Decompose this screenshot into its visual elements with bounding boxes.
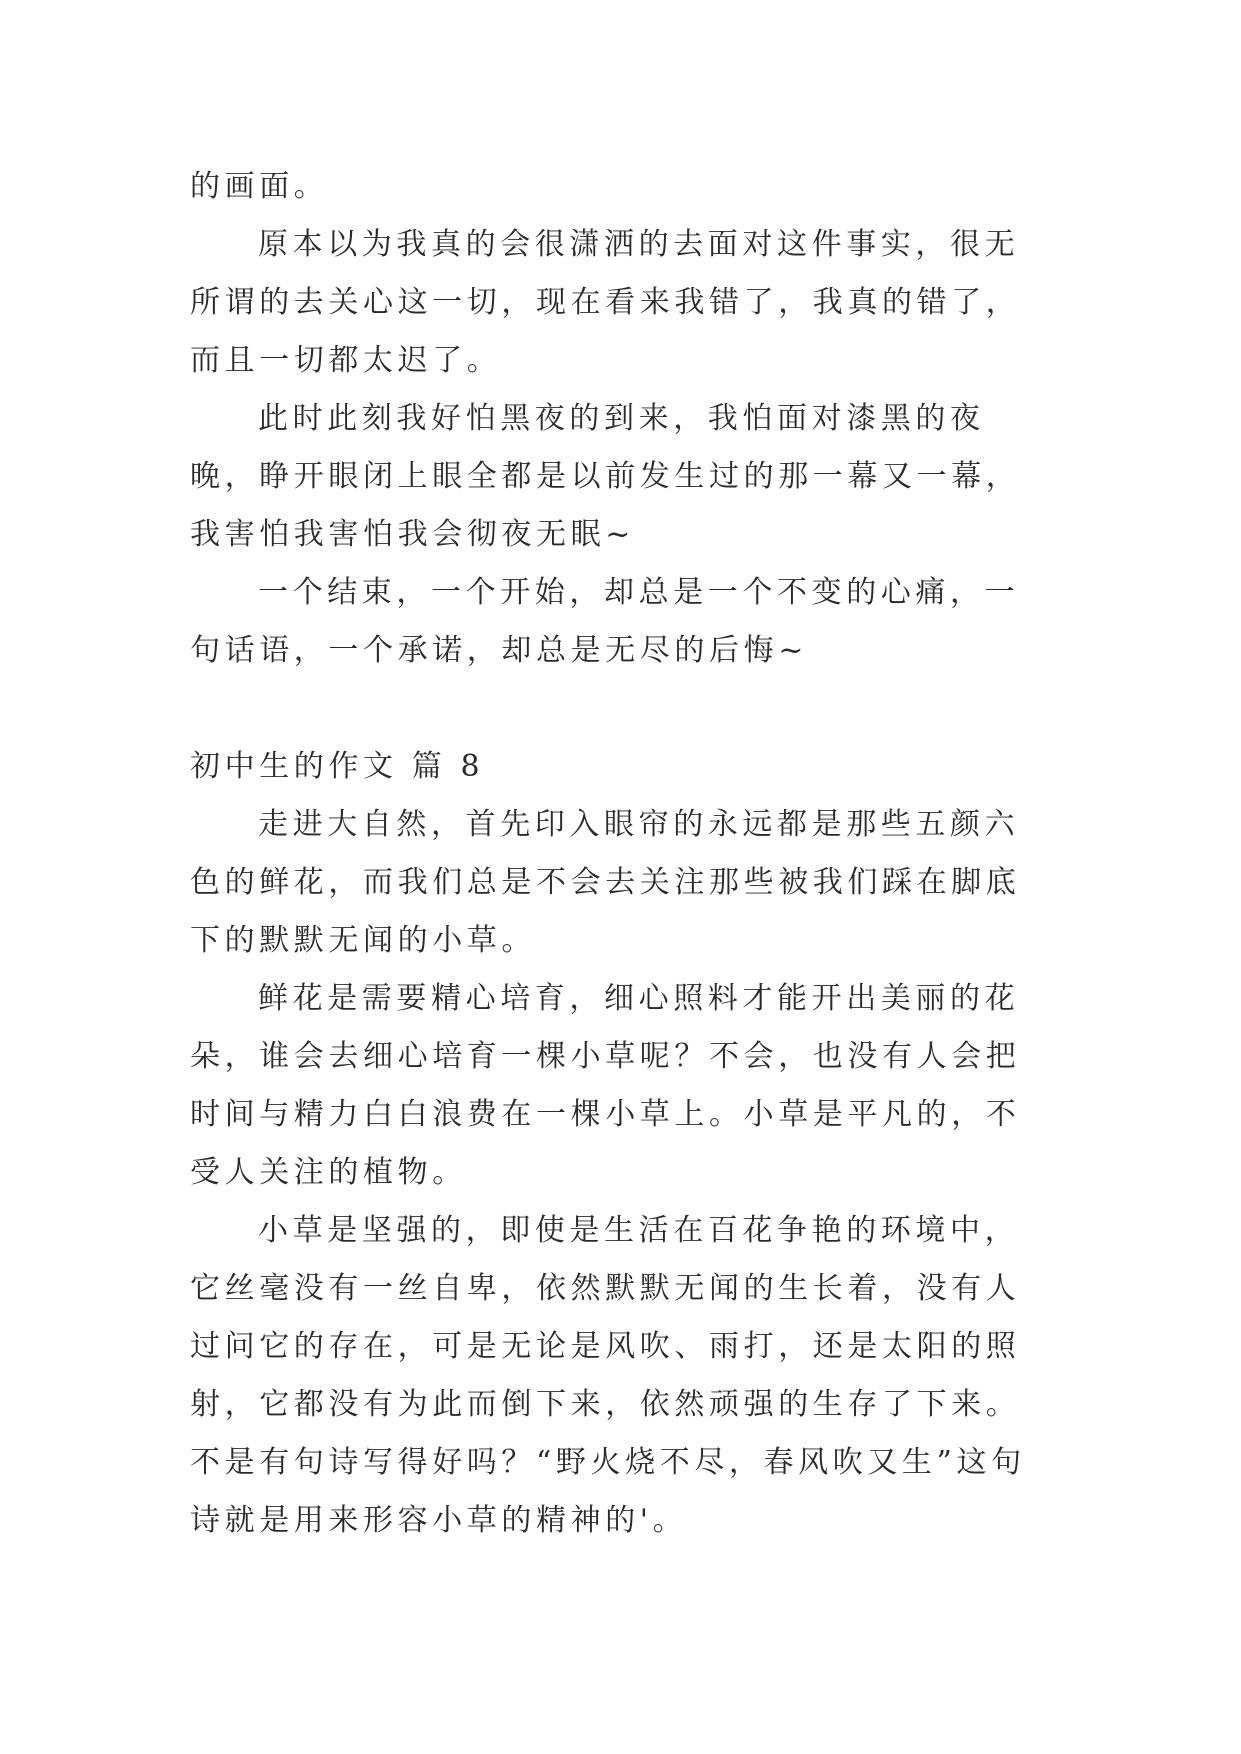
paragraph: 一个结束，一个开始，却总是一个不变的心痛，一句话语，一个承诺，却总是无尽的后悔~ (190, 575, 1020, 668)
paragraph: 原本以为我真的会很潇洒的去面对这件事实，很无所谓的去关心这一切，现在看来我错了，我真的错了，而且一切都太迟了。 (190, 227, 1021, 378)
paragraph-continuation: 的画面。 (190, 169, 329, 204)
section-heading: 初中生的作文 篇 8 (190, 749, 485, 784)
paragraph: 鲜花是需要精心培育，细心照料才能开出美丽的花朵，谁会去细心培育一棵小草呢？不会，也没有人会把时间与精力白白浪费在一棵小草上。小草是平凡的，不受人关注的植物。 (190, 981, 1021, 1190)
document-body (190, 158, 1052, 1550)
paragraph: 小草是坚强的，即使是生活在百花争艳的环境中，它丝毫没有一丝自卑，依然默默无闻的生长着，没有人过问它的存在，可是无论是风吹、雨打，还是太阳的照射，它都没有为此而倒下来，依然顽强的生存了下来。不是有句诗写得好吗？“野火烧不尽，春风吹又生”这句诗就是用来形容小草的精神的'。 (190, 1213, 1026, 1538)
paragraph: 此时此刻我好怕黑夜的到来，我怕面对漆黑的夜晚，睁开眼闭上眼全都是以前发生过的那一幕又一幕，我害怕我害怕我会彻夜无眠~ (190, 401, 1021, 552)
paragraph: 走进大自然，首先印入眼帘的永远都是那些五颜六色的鲜花，而我们总是不会去关注那些被我们踩在脚底下的默默无闻的小草。 (190, 807, 1021, 958)
